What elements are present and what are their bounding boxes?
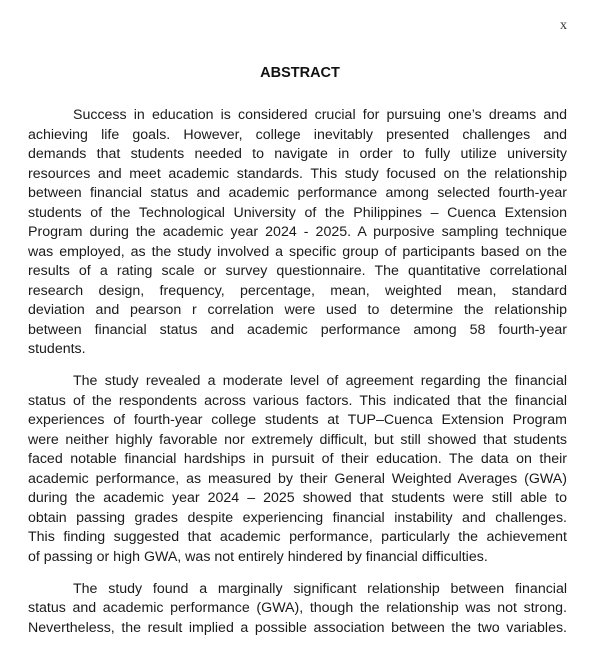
text-line: The study revealed a moderate level of agreement regarding the financial xyxy=(73,373,567,389)
text-line: Program during the academic year 2024 - 2025. A purposive sampling technique xyxy=(28,224,567,240)
text-line: of passing or high GWA, was not entirely hindered by financial difficulties. xyxy=(28,548,488,565)
paragraph-3 xyxy=(28,580,567,639)
text-line: status of the respondents across various factors. This indicated that the financial xyxy=(28,392,567,409)
text-line: obtain passing grades despite experiencing financial instability and challenges. xyxy=(28,509,567,526)
text-line: Nevertheless, the result implied a possible association between the two variables. xyxy=(28,619,567,636)
text-line: achieving life goals. However, college inevitably presented challenges and xyxy=(28,126,567,143)
paragraph-2 xyxy=(28,372,567,567)
abstract-body xyxy=(28,106,567,638)
text-line: were neither highly favorable nor extremely difficult, but still showed that students xyxy=(28,431,567,448)
page-title: ABSTRACT xyxy=(260,65,340,81)
text-line: status and academic performance (GWA), though the relationship was not strong. xyxy=(28,600,567,616)
text-line: demands that students needed to navigate in order to fully utilize university xyxy=(28,146,567,162)
text-line: between financial status and academic performance among selected fourth-year xyxy=(28,185,567,201)
text-line: deviation and pearson r correlation were used to determine the relationship xyxy=(28,302,567,318)
page-number: x xyxy=(560,18,567,33)
text-line: between financial status and academic performance among 58 fourth-year xyxy=(28,321,567,338)
paragraph-1 xyxy=(28,106,567,360)
text-line: academic performance, as measured by their General Weighted Averages (GWA) xyxy=(28,470,567,487)
text-line: results of a rating scale or survey questionnaire. The quantitative correlational xyxy=(28,263,567,279)
text-line: research design, frequency, percentage, mean, weighted mean, standard xyxy=(28,282,567,299)
text-line: faced notable financial hardships in pursuit of their education. The data on their xyxy=(28,451,567,467)
text-line: This finding suggested that academic performance, particularly the achievement xyxy=(28,529,567,545)
text-line: The study found a marginally significant relationship between financial xyxy=(73,580,567,597)
text-line: students of the Technological University of the Philippines – Cuenca Extension xyxy=(28,204,567,221)
text-line: was employed, as the study involved a specific group of participants based on the xyxy=(28,243,567,260)
text-line: Success in education is considered crucial for pursuing one’s dreams and xyxy=(73,107,567,123)
text-line: experiences of fourth-year college students at TUP–Cuenca Extension Program xyxy=(28,412,567,428)
text-line: during the academic year 2024 – 2025 showed that students were still able to xyxy=(28,490,567,506)
text-line: students. xyxy=(28,341,86,357)
text-line: resources and meet academic standards. This study focused on the relationship xyxy=(28,165,567,182)
